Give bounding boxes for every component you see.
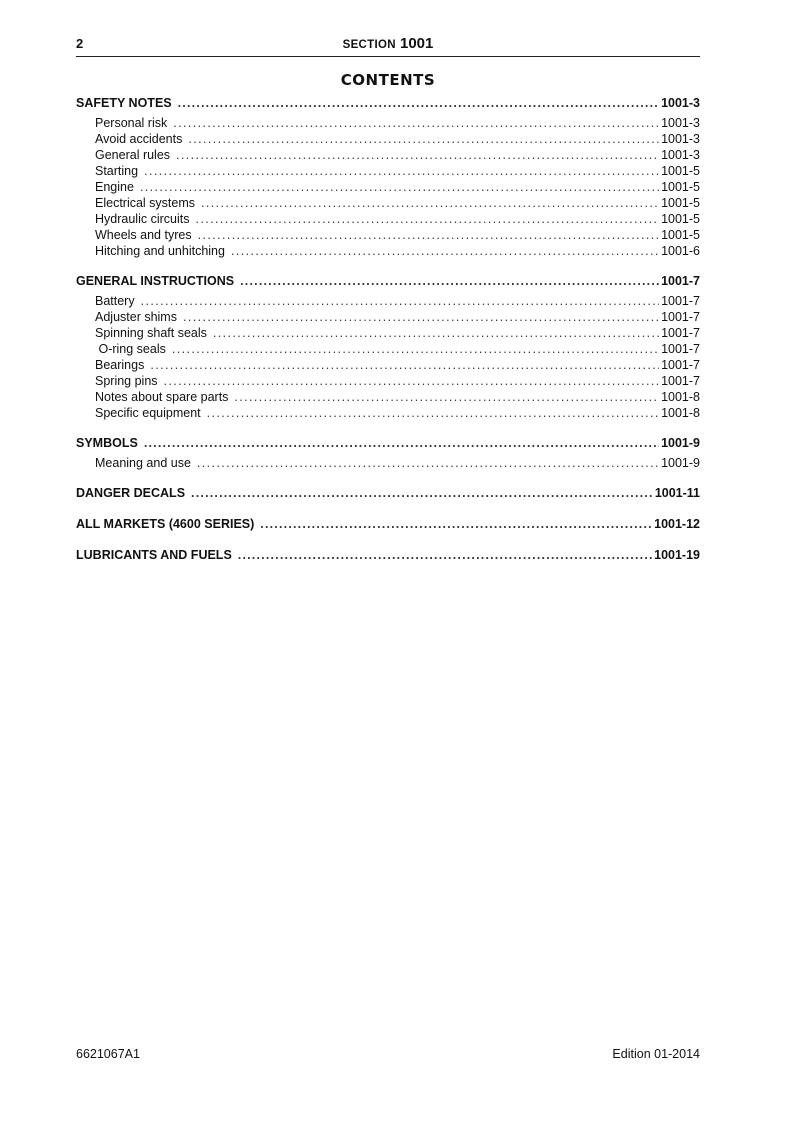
- toc-entry-label: Hydraulic circuits: [95, 212, 190, 226]
- toc-entry-label: Wheels and tyres: [95, 228, 192, 242]
- dot-leader: [164, 373, 660, 389]
- toc-entry-page: 1001-8: [661, 390, 700, 404]
- toc-entry-label: General rules: [95, 148, 171, 162]
- document-number: 6621067A1: [76, 1047, 140, 1061]
- toc-entry-label: Personal risk: [95, 116, 168, 130]
- toc-section-entry[interactable]: [76, 546, 700, 564]
- toc-entry-label: Hitching and unhitching: [95, 244, 225, 258]
- toc-section: [76, 484, 700, 515]
- page-header: [76, 34, 700, 56]
- toc-entry-page: 1001-7: [661, 294, 700, 308]
- toc-entry-label: Adjuster shims: [95, 310, 177, 324]
- toc-entry[interactable]: [76, 373, 700, 389]
- page-number: 2: [76, 36, 84, 51]
- toc-section: [76, 434, 700, 484]
- toc-section: [76, 272, 700, 434]
- toc-entry-label: Spinning shaft seals: [95, 326, 207, 340]
- dot-leader: [201, 195, 659, 211]
- toc-entry[interactable]: [76, 325, 700, 341]
- toc-section-title: SYMBOLS: [76, 436, 138, 450]
- header-divider: [76, 56, 700, 57]
- toc-entry-label: Specific equipment: [95, 406, 201, 420]
- toc-entry[interactable]: [76, 163, 700, 179]
- toc-entry-label: Notes about spare parts: [95, 390, 229, 404]
- toc-entry-page: 1001-6: [661, 244, 700, 258]
- dot-leader: [238, 546, 652, 564]
- toc-entry-label: Bearings: [95, 358, 145, 372]
- toc-entry-page: 1001-7: [661, 310, 700, 324]
- toc-section-title: ALL MARKETS (4600 SERIES): [76, 517, 255, 531]
- toc-entry[interactable]: [76, 131, 700, 147]
- toc-entry[interactable]: [76, 293, 700, 309]
- toc-entry[interactable]: [76, 211, 700, 227]
- section-spacer: [76, 471, 700, 484]
- toc-entry-page: 1001-9: [661, 456, 700, 470]
- toc-section-entry[interactable]: [76, 434, 700, 452]
- edition-label: Edition 01-2014: [612, 1047, 700, 1061]
- toc-entry[interactable]: [76, 341, 700, 357]
- toc-section-entry[interactable]: [76, 515, 700, 533]
- toc-section-entry[interactable]: [76, 272, 700, 290]
- section-spacer: [76, 259, 700, 272]
- table-of-contents: [76, 94, 700, 577]
- contents-title: CONTENTS: [340, 71, 436, 89]
- dot-leader: [173, 115, 659, 131]
- toc-entry[interactable]: [76, 195, 700, 211]
- section-spacer: [76, 421, 700, 434]
- toc-entry-label: Battery: [95, 294, 135, 308]
- toc-entry[interactable]: [76, 357, 700, 373]
- toc-entry[interactable]: [76, 455, 700, 471]
- toc-entry[interactable]: [76, 115, 700, 131]
- section-word: SECTION: [342, 39, 396, 51]
- toc-entry-page: 1001-5: [661, 164, 700, 178]
- dot-leader: [260, 515, 652, 533]
- dot-leader: [213, 325, 659, 341]
- toc-section-entry[interactable]: [76, 94, 700, 112]
- toc-entry-page: 1001-5: [661, 212, 700, 226]
- section-spacer: [76, 502, 700, 515]
- toc-entry[interactable]: [76, 405, 700, 421]
- toc-entry-page: 1001-3: [661, 132, 700, 146]
- section-spacer: [76, 564, 700, 577]
- toc-entry[interactable]: [76, 389, 700, 405]
- dot-leader: [144, 163, 659, 179]
- toc-section-title: SAFETY NOTES: [76, 96, 172, 110]
- dot-leader: [150, 357, 659, 373]
- toc-entry-page: 1001-7: [661, 342, 700, 356]
- toc-entry-label: Engine: [95, 180, 134, 194]
- toc-entry[interactable]: [76, 243, 700, 259]
- toc-section-title: GENERAL INSTRUCTIONS: [76, 274, 235, 288]
- toc-section-page: 1001-11: [654, 486, 700, 500]
- toc-section-title: LUBRICANTS AND FUELS: [76, 548, 232, 562]
- dot-leader: [231, 243, 659, 259]
- toc-section-page: 1001-3: [661, 96, 700, 110]
- toc-section-page: 1001-7: [661, 274, 700, 288]
- section-spacer: [76, 533, 700, 546]
- dot-leader: [234, 389, 659, 405]
- toc-entry-label: Starting: [95, 164, 139, 178]
- toc-section: [76, 546, 700, 577]
- dot-leader: [144, 434, 659, 452]
- toc-entry-label: Meaning and use: [95, 456, 191, 470]
- section-number: 1001: [400, 35, 434, 52]
- dot-leader: [183, 309, 659, 325]
- dot-leader: [197, 455, 659, 471]
- dot-leader: [207, 405, 659, 421]
- toc-section: [76, 515, 700, 546]
- toc-entry-label: Electrical systems: [95, 196, 196, 210]
- dot-leader: [176, 147, 659, 163]
- toc-entry-label: Avoid accidents: [95, 132, 183, 146]
- toc-entry-label: O-ring seals: [95, 342, 166, 356]
- toc-entry[interactable]: [76, 179, 700, 195]
- toc-section-page: 1001-9: [661, 436, 700, 450]
- dot-leader: [172, 341, 659, 357]
- dot-leader: [141, 293, 659, 309]
- dot-leader: [240, 272, 659, 290]
- toc-entry-page: 1001-3: [661, 116, 700, 130]
- toc-entry-page: 1001-8: [661, 406, 700, 420]
- toc-entry-page: 1001-5: [661, 180, 700, 194]
- toc-section-page: 1001-12: [654, 517, 700, 531]
- toc-entry-page: 1001-5: [661, 228, 700, 242]
- toc-entry-page: 1001-7: [661, 326, 700, 340]
- toc-entry-page: 1001-5: [661, 196, 700, 210]
- toc-entry[interactable]: [76, 147, 700, 163]
- toc-entry[interactable]: [76, 227, 700, 243]
- toc-entry-page: 1001-3: [661, 148, 700, 162]
- dot-leader: [195, 211, 659, 227]
- toc-entry-page: 1001-7: [661, 358, 700, 372]
- toc-entry[interactable]: [76, 309, 700, 325]
- dot-leader: [191, 484, 653, 502]
- dot-leader: [178, 94, 659, 112]
- toc-section: [76, 94, 700, 272]
- dot-leader: [198, 227, 659, 243]
- dot-leader: [188, 131, 659, 147]
- toc-entry-page: 1001-7: [661, 374, 700, 388]
- toc-section-page: 1001-19: [654, 548, 700, 562]
- section-title: [76, 35, 700, 52]
- toc-section-title: DANGER DECALS: [76, 486, 186, 500]
- toc-entry-label: Spring pins: [95, 374, 158, 388]
- dot-leader: [140, 179, 659, 195]
- toc-section-entry[interactable]: [76, 484, 700, 502]
